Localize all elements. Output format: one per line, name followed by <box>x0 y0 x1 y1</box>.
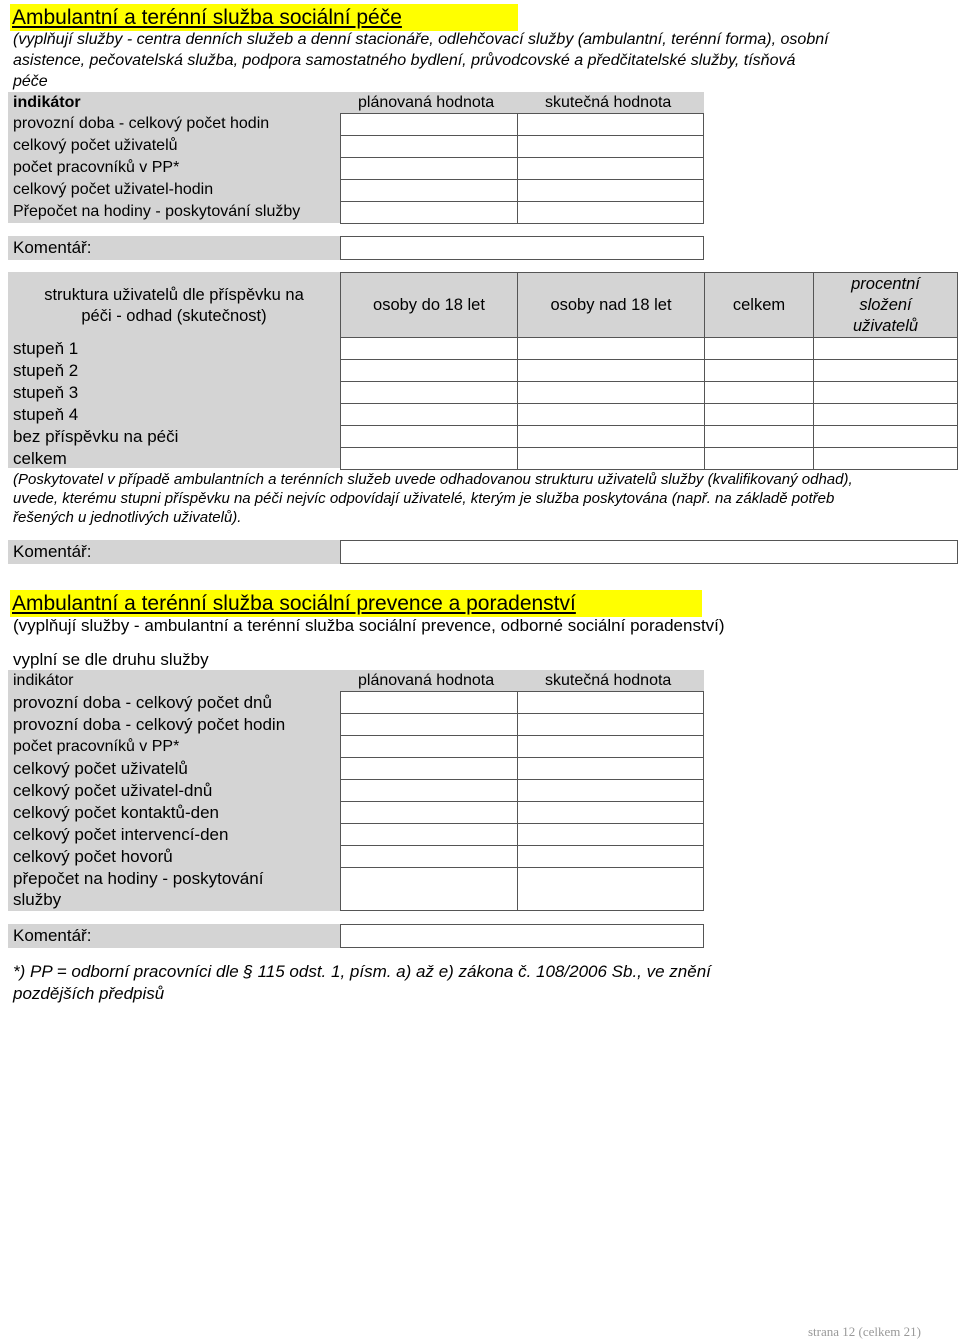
footnote-line1: *) PP = odborní pracovníci dle § 115 odst. 1, písm. a) až e) zákona č. 108/2006 Sb., ve znění <box>13 962 711 981</box>
structure-row-label: stupeň 2 <box>13 361 79 380</box>
table2-cell[interactable] <box>340 713 518 736</box>
table2-row-label-last-line2: služby <box>13 890 62 909</box>
table1-actual-cell[interactable] <box>517 179 704 202</box>
table2-cell[interactable] <box>517 779 704 802</box>
table2-row-label: celkový počet uživatel-dnů <box>13 781 213 800</box>
comment3-field[interactable] <box>340 924 704 948</box>
table2-cell[interactable] <box>340 867 518 911</box>
table1-actual-cell[interactable] <box>517 113 704 136</box>
table1-row-label: Přepočet na hodiny - poskytování služby <box>13 203 301 220</box>
structure-cell[interactable] <box>704 337 814 360</box>
section1-subtitle-line1: (vyplňují služby - centra denních služeb a denní stacionáře, odlehčovací služby (ambulantní, terénní forma), osobní <box>13 31 829 48</box>
table2-header-indicator: indikátor <box>13 672 74 689</box>
structure-cell[interactable] <box>517 337 705 360</box>
table2-cell[interactable] <box>517 713 704 736</box>
structure-cell[interactable] <box>813 447 958 470</box>
structure-cell[interactable] <box>517 403 705 426</box>
table2-cell[interactable] <box>340 801 518 824</box>
table1-row-label: provozní doba - celkový počet hodin <box>13 115 270 132</box>
table2-header-actual: skutečná hodnota <box>545 672 672 689</box>
structure-cell[interactable] <box>517 425 705 448</box>
table1-planned-cell[interactable] <box>340 113 518 136</box>
structure-cell[interactable] <box>813 381 958 404</box>
comment1-field[interactable] <box>340 236 704 260</box>
structure-header-percent-line3: uživatelů <box>852 316 919 335</box>
section1-subtitle-line3: péče <box>13 73 48 90</box>
section2-title: Ambulantní a terénní služba sociální prevence a poradenství <box>10 590 702 617</box>
structure-header-percent <box>813 272 958 338</box>
comment2-label: Komentář: <box>13 542 92 561</box>
table1-row-label: celkový počet uživatel-hodin <box>13 181 214 198</box>
table1-planned-cell[interactable] <box>340 201 518 224</box>
comment1-label: Komentář: <box>13 238 92 257</box>
comment3-label: Komentář: <box>13 926 92 945</box>
structure-cell[interactable] <box>704 359 814 382</box>
table2-row-label: provozní doba - celkový počet hodin <box>13 715 286 734</box>
table2-cell[interactable] <box>517 823 704 846</box>
table2-cell[interactable] <box>340 845 518 868</box>
structure-note-line3: řešených u jednotlivých uživatelů). <box>13 509 242 526</box>
structure-cell[interactable] <box>517 381 705 404</box>
structure-note-line2: uvede, kterému stupni příspěvku na péči nejvíc odpovídají uživatelé, kterým je služba poskytována (např. na základě potřeb <box>13 490 835 507</box>
structure-cell[interactable] <box>340 447 518 470</box>
table2-row-label: celkový počet hovorů <box>13 847 173 866</box>
structure-cell[interactable] <box>704 381 814 404</box>
table2-cell[interactable] <box>517 801 704 824</box>
section1-subtitle-line2: asistence, pečovatelská služba, podpora samostatného bydlení, průvodcovské a předčitatelské služby, tísňová <box>13 52 796 69</box>
table2-cell[interactable] <box>340 779 518 802</box>
table1-header-actual: skutečná hodnota <box>545 94 672 111</box>
structure-cell[interactable] <box>813 359 958 382</box>
structure-cell[interactable] <box>340 381 518 404</box>
structure-cell[interactable] <box>813 425 958 448</box>
table2-cell[interactable] <box>517 867 704 911</box>
table1-row-label: celkový počet uživatelů <box>13 137 178 154</box>
page-number: strana 12 (celkem 21) <box>808 1324 921 1339</box>
table1-actual-cell[interactable] <box>517 157 704 180</box>
section2-fill-note: vyplní se dle druhu služby <box>13 650 209 669</box>
table2-cell[interactable] <box>517 735 704 758</box>
structure-row-label: stupeň 1 <box>13 339 79 358</box>
structure-header-total: celkem <box>732 295 786 314</box>
table1-planned-cell[interactable] <box>340 135 518 158</box>
structure-row-label: stupeň 4 <box>13 405 79 424</box>
table2-row-label: celkový počet kontaktů-den <box>13 803 220 822</box>
structure-header-label <box>8 276 340 336</box>
structure-cell[interactable] <box>704 425 814 448</box>
table2-cell[interactable] <box>340 823 518 846</box>
table1-actual-cell[interactable] <box>517 201 704 224</box>
table2-row-label: celkový počet uživatelů <box>13 759 188 778</box>
table2-cell[interactable] <box>340 691 518 714</box>
structure-header-under18: osoby do 18 let <box>373 295 485 314</box>
section2-subtitle: (vyplňují služby - ambulantní a terénní služba sociální prevence, odborné sociální poradenství) <box>13 616 725 635</box>
table1-actual-cell[interactable] <box>517 135 704 158</box>
structure-cell[interactable] <box>517 359 705 382</box>
structure-cell[interactable] <box>813 403 958 426</box>
structure-header-percent-line1: procentní <box>851 274 920 293</box>
structure-cell[interactable] <box>340 425 518 448</box>
table1-row-label: počet pracovníků v PP* <box>13 159 180 176</box>
table2-cell[interactable] <box>340 757 518 780</box>
table2-cell[interactable] <box>517 691 704 714</box>
structure-cell[interactable] <box>704 403 814 426</box>
table2-cell[interactable] <box>517 757 704 780</box>
table2-cell[interactable] <box>517 845 704 868</box>
structure-row-label: bez příspěvku na péči <box>13 427 179 446</box>
structure-header-over18: osoby nad 18 let <box>550 295 672 314</box>
table1-planned-cell[interactable] <box>340 179 518 202</box>
table1-planned-cell[interactable] <box>340 157 518 180</box>
table2-row-label: celkový počet intervencí-den <box>13 825 229 844</box>
table1-header-indicator: indikátor <box>13 94 81 111</box>
table2-cell[interactable] <box>340 735 518 758</box>
section1-title: Ambulantní a terénní služba sociální péče <box>10 4 518 31</box>
structure-note-line1: (Poskytovatel v případě ambulantních a terénních služeb uvede odhadovanou strukturu uživatelů služby (kvalifikovaný odhad), <box>13 471 853 488</box>
structure-cell[interactable] <box>340 403 518 426</box>
structure-header-label-line1: struktura uživatelů dle příspěvku na <box>44 286 304 304</box>
table2-row-label-last-line1: přepočet na hodiny - poskytování <box>13 869 264 888</box>
table2-row-label: počet pracovníků v PP* <box>13 738 180 755</box>
comment2-field[interactable] <box>340 540 958 564</box>
structure-row-label: celkem <box>13 449 67 468</box>
structure-header-label-line2: péči - odhad (skutečnost) <box>81 307 267 325</box>
structure-row-label: stupeň 3 <box>13 383 79 402</box>
structure-cell[interactable] <box>340 337 518 360</box>
table2-row-label: provozní doba - celkový počet dnů <box>13 693 272 712</box>
structure-cell[interactable] <box>813 337 958 360</box>
structure-cell[interactable] <box>517 447 705 470</box>
structure-cell[interactable] <box>340 359 518 382</box>
table1-header-row <box>8 92 704 113</box>
footnote-line2: pozdějších předpisů <box>13 984 165 1003</box>
table2-header-row <box>8 670 704 691</box>
table2-header-planned: plánovaná hodnota <box>358 672 495 689</box>
structure-header-percent-line2: složení <box>859 295 912 314</box>
structure-cell[interactable] <box>704 447 814 470</box>
table1-header-planned: plánovaná hodnota <box>358 94 495 111</box>
